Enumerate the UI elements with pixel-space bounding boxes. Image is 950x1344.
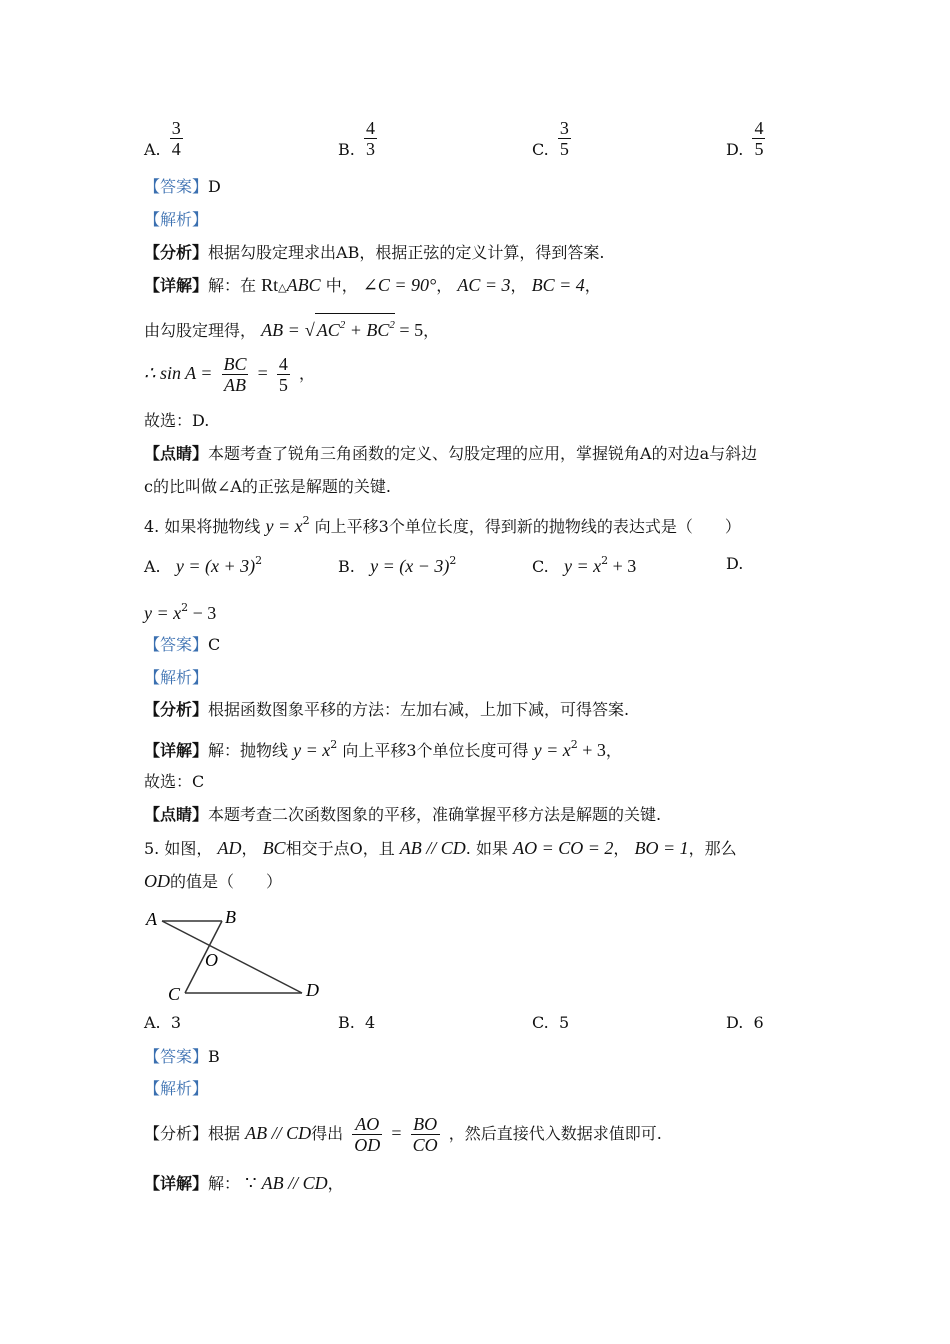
label-d: D [306,980,319,1000]
q5-option-d: D. 6 [726,1013,764,1032]
q4-stem: 4. 如果将抛物线 $y = x^2$ 向上平移3个单位长度，得到新的抛物线的表达式是（ ） [144,514,741,536]
q5-analysis-heading: 【解析】 [144,1079,209,1098]
q4-dianjing: 【点睛】本题考查二次函数图象的平移，准确掌握平移方法是解题的关键. [144,805,662,824]
geometry-figure [140,904,330,1004]
q3-sin-line: ∴ sin A = $\frac{BC}{AB}$ = $\frac{4}{5}$ ， [144,354,316,395]
fraction: $\frac{BC}{AB}$ [223,354,247,395]
q4-option-c: C. $y = x^2 + 3$ [532,554,637,576]
q4-answer: 【答案】C [144,635,221,654]
fraction: $\frac{4}{5}$ [754,118,764,159]
label-o: O [205,950,218,970]
label-c: C [168,984,181,1004]
segment-ad [162,921,302,993]
q4-guxuan: 故选：C [144,772,205,791]
q3-dianjing-1: 【点睛】本题考查了锐角三角函数的定义、勾股定理的应用，掌握锐角A的对边a与斜边 [144,444,758,463]
fraction: $\frac{3}{4}$ [171,118,181,159]
q4-option-b: B. $y = (x - 3)^2$ [338,554,457,576]
q5-xiangjie: 【详解】解： ∵ AB // CD， [144,1173,344,1193]
q3-guxuan: 故选：D. [144,411,210,430]
q4-analysis-heading: 【解析】 [144,668,209,687]
q5-stem-2: OD的值是（ ） [144,871,283,891]
q5-fenxi: 【分析】根据 AB // CD得出 $\frac{AO}{OD}$ = $\frac{BO}{CO}$ ，然后直接代入数据求值即可. [144,1114,662,1155]
q4-fenxi: 【分析】根据函数图象平移的方法：左加右减，上加下减，可得答案. [144,700,630,719]
q4-xiangjie: 【详解】解：抛物线 $y = x^2$ 向上平移3个单位长度可得 $y = x^2 + 3$， [144,738,622,760]
label-a: A [146,909,157,929]
q3-dianjing-2: c的比叫做∠A的正弦是解题的关键. [144,477,392,496]
fraction: $\frac{BO}{CO}$ [412,1114,438,1155]
fraction: $\frac{4}{5}$ [278,354,288,395]
q3-xiangjie: 【详解】解：在 Rt△ABC 中， ∠C = 90°， AC = 3， BC = 4， [144,275,601,295]
q5-stem-1: 5. 如图， AD， BC相交于点O，且 AB // CD. 如果 AO = CO = 2， BO = 1，那么 [144,838,737,858]
q3-fenxi: 【分析】根据勾股定理求出AB，根据正弦的定义计算，得到答案. [144,243,605,262]
q5-option-a: A. 3 [144,1013,181,1032]
q3-option-a: A. $\frac{3}{4}$ [144,118,181,159]
fraction: $\frac{3}{5}$ [559,118,569,159]
q4-option-d: $y = x^2 - 3$ [144,601,217,623]
q5-option-c: C. 5 [532,1013,570,1032]
label-b: B [225,907,236,927]
q3-option-c: C. $\frac{3}{5}$ [532,118,569,159]
q3-analysis-heading: 【解析】 [144,210,209,229]
fraction: $\frac{4}{3}$ [365,118,375,159]
fraction: $\frac{AO}{OD}$ [354,1114,381,1155]
q4-option-d-letter: D. [726,554,744,573]
q3-option-b: B. $\frac{4}{3}$ [338,118,375,159]
q3-answer: 【答案】D [144,177,221,196]
q3-option-d: D. $\frac{4}{5}$ [726,118,764,159]
q4-option-a: A. $y = (x + 3)^2$ [144,554,263,576]
sqrt-sign: √ [304,320,315,340]
q3-pythagoras-line: 由勾股定理得， AB = √ $AC^2 + BC^2 = 5$， [144,313,439,342]
q5-option-b: B. 4 [338,1013,376,1032]
q5-answer: 【答案】B [144,1047,220,1066]
sqrt-body: $AC^2 + BC^2$ [315,313,395,341]
